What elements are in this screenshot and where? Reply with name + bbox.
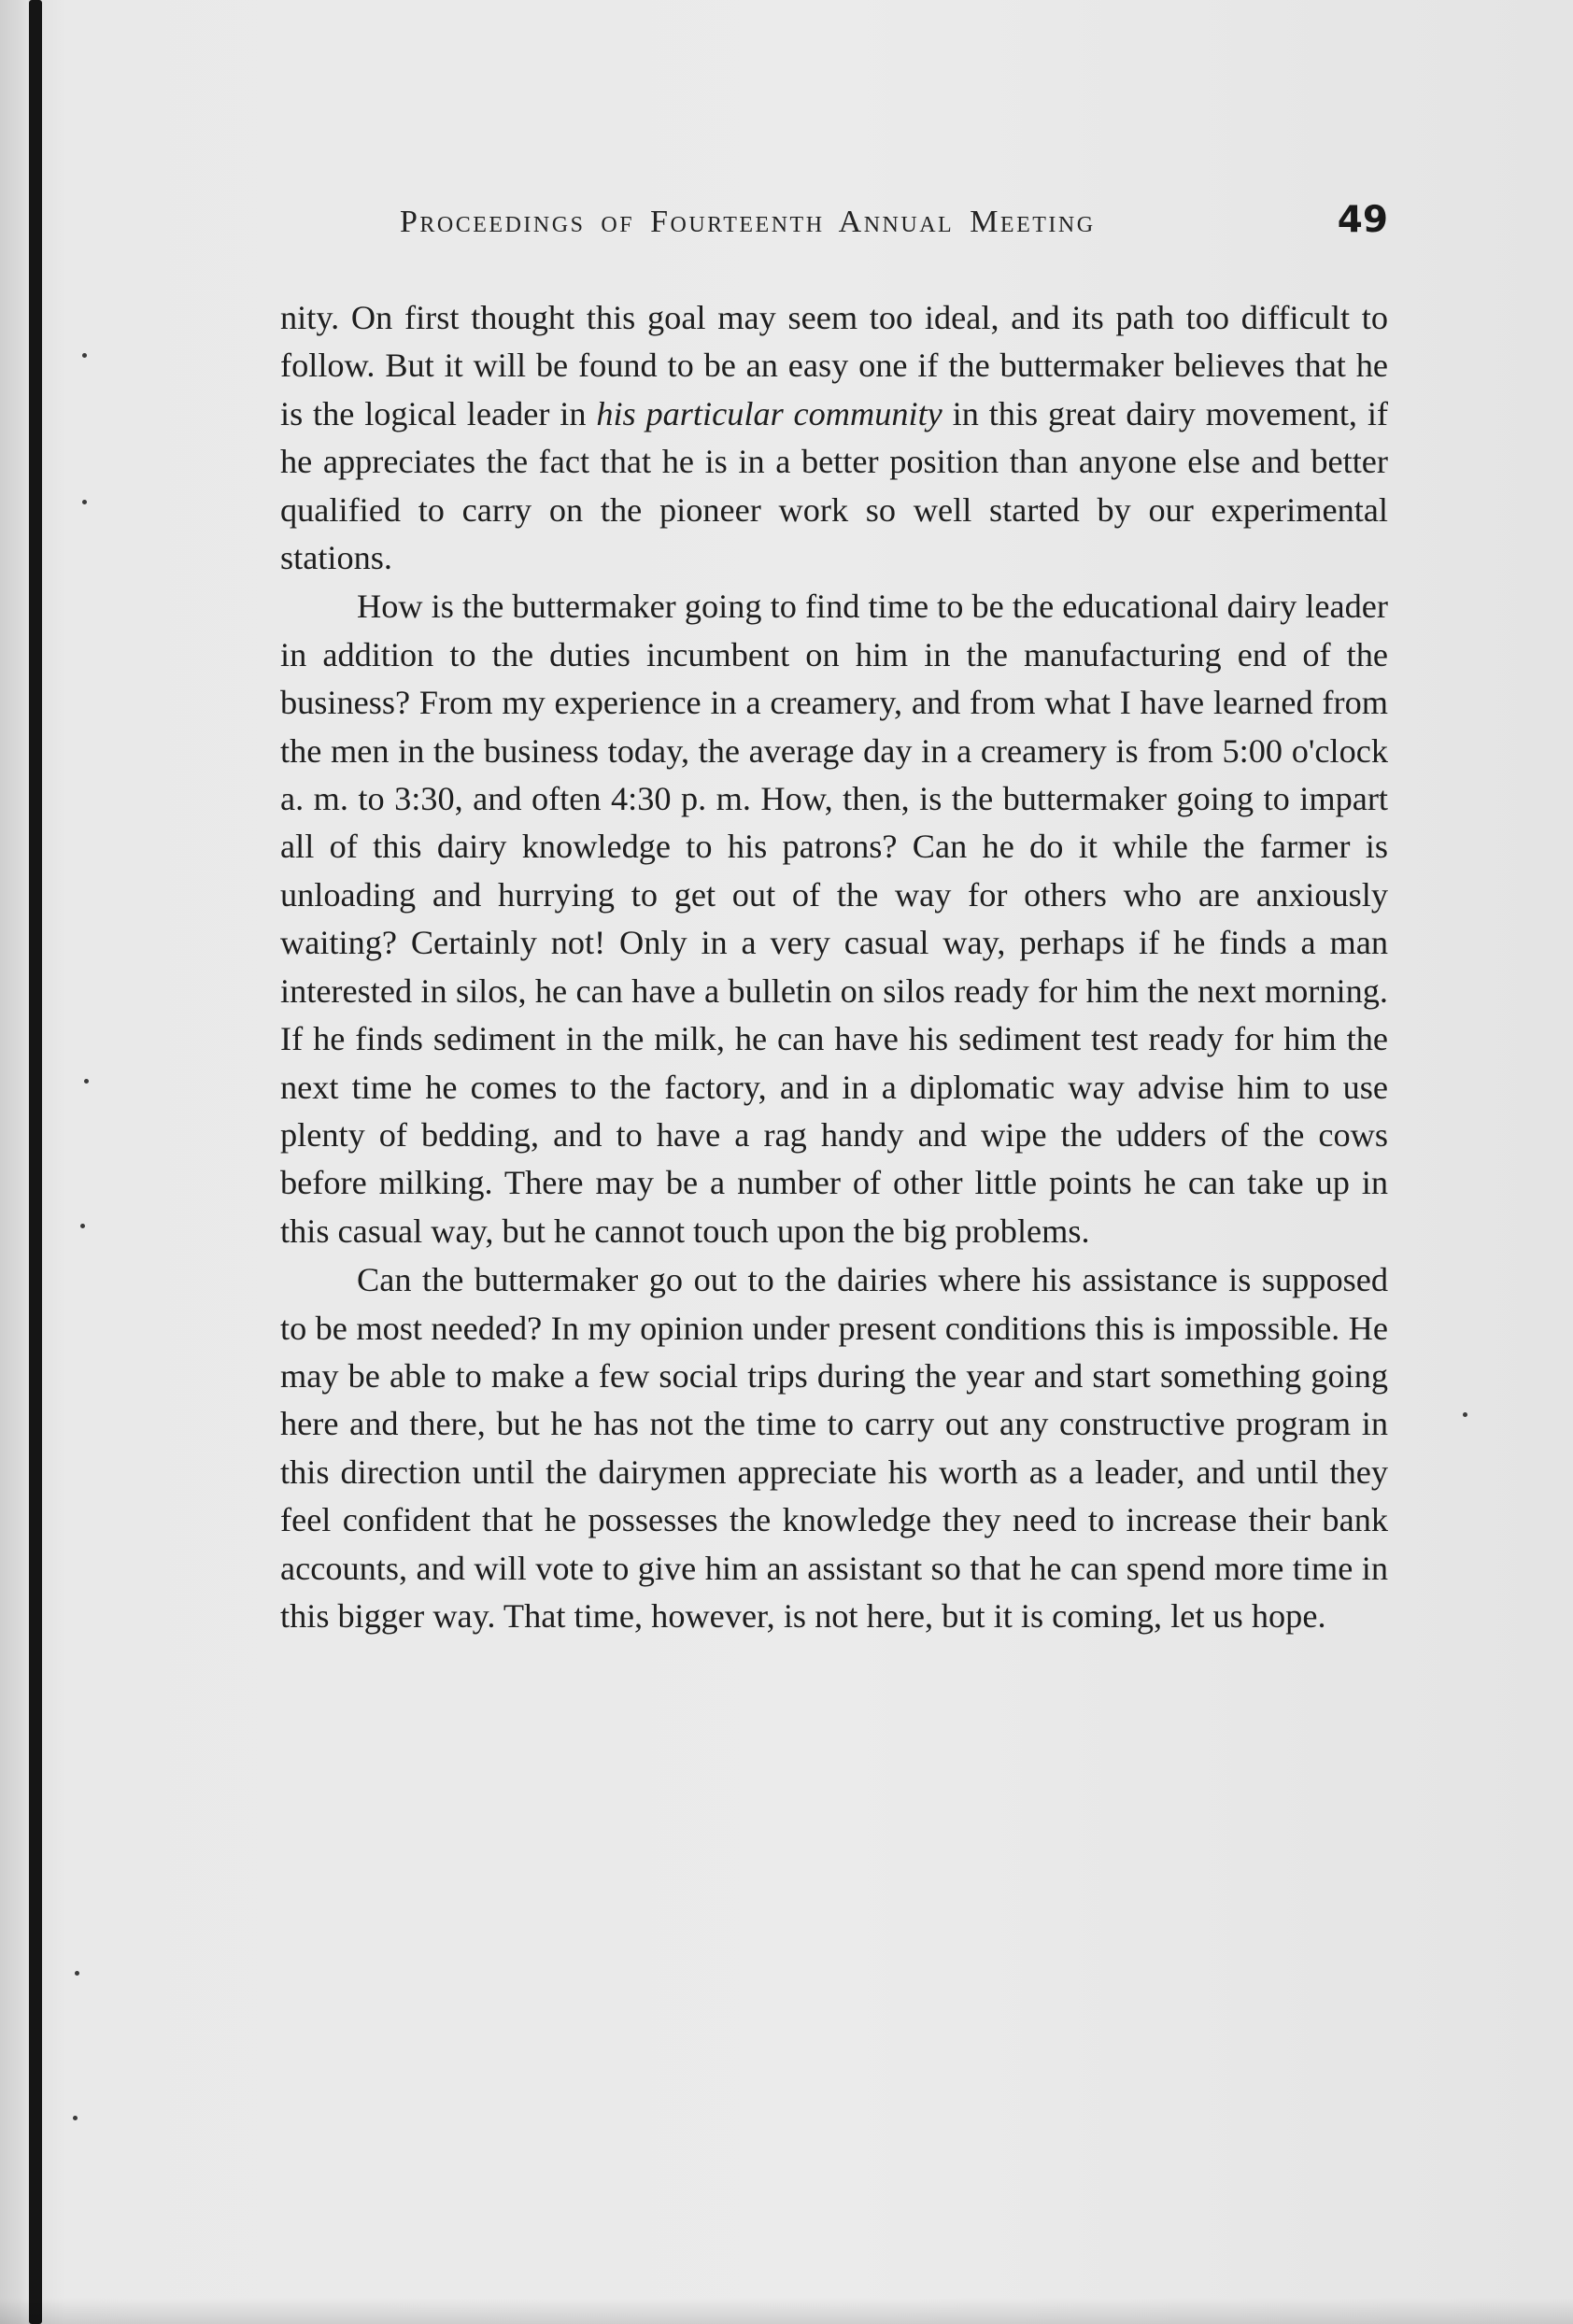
page-number: 49: [1337, 199, 1388, 241]
body-text: [280, 294, 1388, 1640]
page-gutter: [0, 0, 28, 2324]
paragraph-1: [280, 294, 1388, 582]
running-head-title: Proceedings of Fourteenth Annual Meeting: [400, 205, 1096, 239]
paragraph-1-text-start: nity. On first thought this goal may seem too ideal, and its path too difficult to follow. But it will be found to be an easy one if the buttermaker believes that he is the logical leader in: [280, 299, 1388, 432]
print-speck: [82, 500, 87, 504]
print-speck: [80, 1224, 85, 1228]
page-bottom-shadow: [0, 2298, 1573, 2324]
print-speck: [84, 1079, 89, 1084]
print-speck: [1463, 1412, 1467, 1417]
paragraph-2: How is the buttermaker going to find time to be the educational dairy leader in addition to the duties incumbent on him in the manufacturing end of the business? From my experience in a creamery, and from what I have learned from the men in the business today, the average day in a creamery is from 5:00 o'clock a. m. to 3:30, and often 4:30 p. m. How, then, is the buttermaker going to impart all of this dairy knowledge to his patrons? Can he do it while the farmer is unloading and hurrying to get out of the way for others who are anxiously waiting? Certainly not! Only in a very casual way, perhaps if he finds a man interested in silos, he can have a bulletin on silos ready for him the next morning. If he finds sediment in the milk, he can have his sediment test ready for him the next time he comes to the factory, and in a diplomatic way advise him to use plenty of bedding, and to have a rag handy and wipe the udders of the cows before milking. There may be a number of other little points he can take up in this casual way, but he cannot touch upon the big problems.: [280, 588, 1388, 1250]
running-head: [280, 199, 1388, 255]
paragraph-1-italic-phrase: his particular community: [596, 394, 942, 432]
book-spine-shadow: [29, 0, 42, 2324]
paragraph-3: Can the buttermaker go out to the dairies where his assistance is supposed to be most needed? In my opinion under present conditions this is impossible. He may be able to make a few social trips during the year and start something going here and there, but he has not the time to carry out any constructive program in this direction until the dairymen appreciate his worth as a leader, and until they feel confident that he possesses the knowledge they need to increase their bank accounts, and will vote to give him an assistant so that he can spend more time in this bigger way. That time, however, is not here, but it is coming, let us hope.: [280, 1261, 1388, 1635]
print-speck: [73, 2116, 78, 2120]
print-speck: [75, 1971, 79, 1976]
print-speck: [82, 353, 87, 358]
paragraph-1-text-end: in this great dairy movement, if he appreciates the fact that he is in a better position than anyone else and better qualified to carry on the pioneer work so well started by our experimental stations.: [280, 394, 1389, 577]
